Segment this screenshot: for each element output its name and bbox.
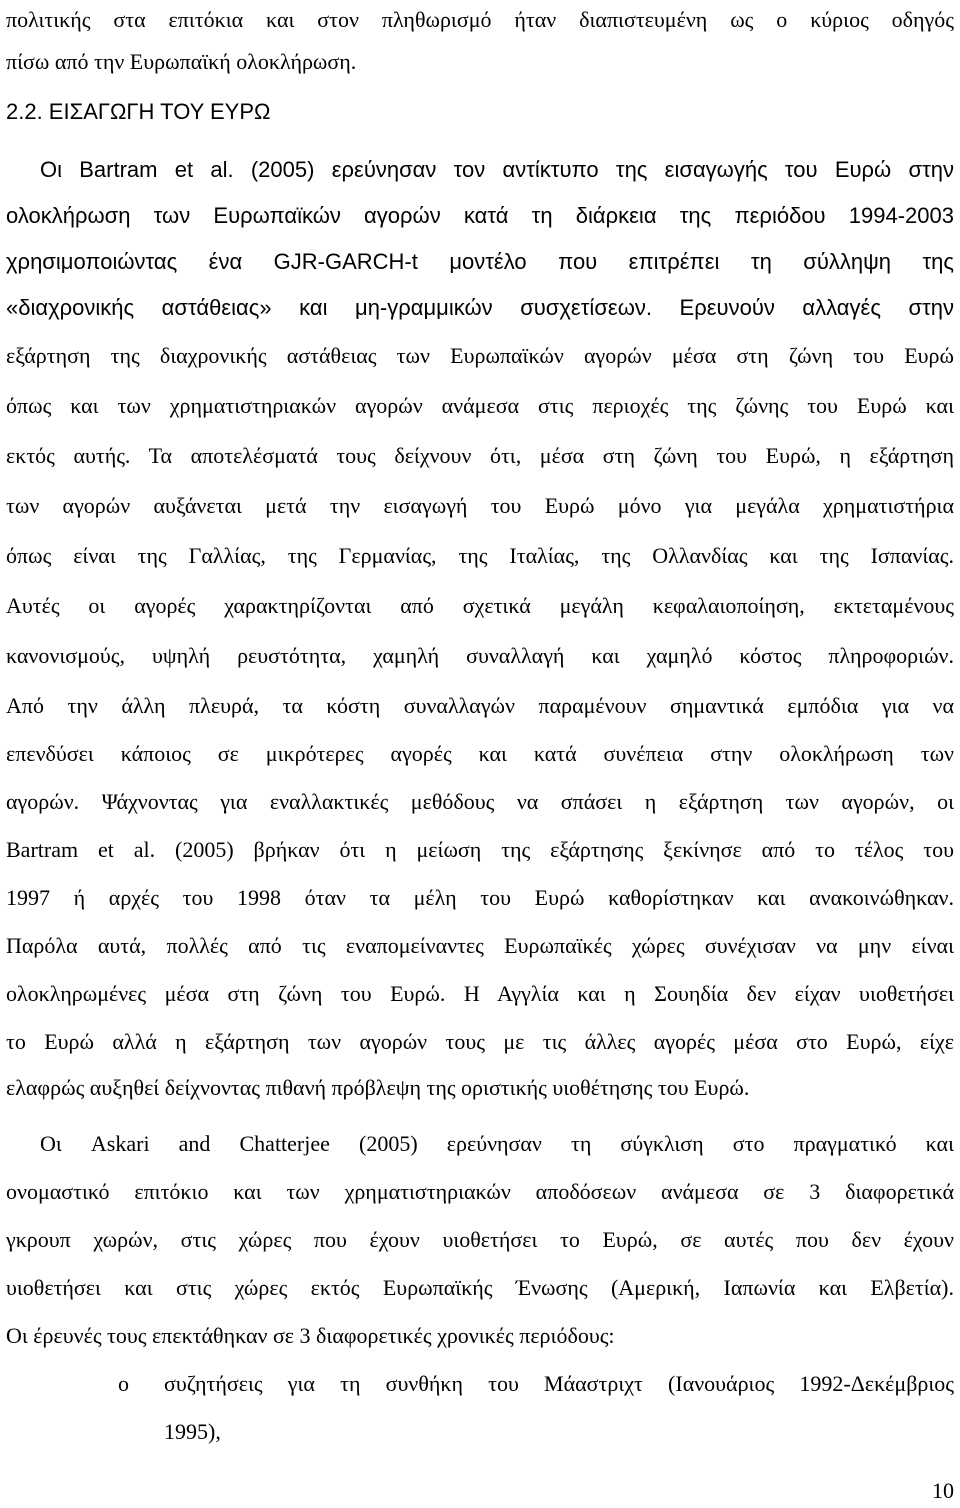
paragraph-line: Οι Askari and Chatterjee (2005) ερεύνησαν τη σύγκλιση στο πραγματικό και [40, 1131, 954, 1156]
paragraph-line: 1997 ή αρχές του 1998 όταν τα μέλη του Ευρώ καθορίστηκαν και ανακοινώθηκαν. [6, 885, 954, 910]
bullet-marker-icon: o [118, 1371, 129, 1396]
paragraph-line: «διαχρονικής αστάθειας» και μη-γραμμικών συσχετίσεων. Ερευνούν αλλαγές στην [6, 295, 954, 320]
paragraph-line: πολιτικής στα επιτόκια και στον πληθωρισμό ήταν διαπιστευμένη ως ο κύριος οδηγός [6, 7, 954, 32]
paragraph-line: κανονισμούς, υψηλή ρευστότητα, χαμηλή συναλλαγή και χαμηλό κόστος πληροφοριών. [6, 643, 954, 668]
paragraph-line: εξάρτηση της διαχρονικής αστάθειας των Ευρωπαϊκών αγορών μέσα στη ζώνη του Ευρώ [6, 343, 954, 368]
bullet-item-line: συζητήσεις για τη συνθήκη του Μάαστριχτ (Ιανουάριος 1992-Δεκέμβριος [164, 1371, 954, 1396]
paragraph-line: το Ευρώ αλλά η εξάρτηση των αγορών τους με τις άλλες αγορές μέσα στο Ευρώ, είχε [6, 1029, 954, 1054]
paragraph-line: Αυτές οι αγορές χαρακτηρίζονται από σχετικά μεγάλη κεφαλαιοποίηση, εκτεταμένους [6, 593, 954, 618]
paragraph-line: των αγορών αυξάνεται μετά την εισαγωγή του Ευρώ μόνο για μεγάλα χρηματιστήρια [6, 493, 954, 518]
paragraph-line: Παρόλα αυτά, πολλές από τις εναπομείναντες Ευρωπαϊκές χώρες συνέχισαν να μην είναι [6, 933, 954, 958]
paragraph-line: υιοθετήσει και στις χώρες εκτός Ευρωπαϊκής Ένωσης (Αμερική, Ιαπωνία και Ελβετία). [6, 1275, 954, 1300]
paragraph-line: ολοκληρωμένες μέσα στη ζώνη του Ευρώ. Η Αγγλία και η Σουηδία δεν είχαν υιοθετήσει [6, 981, 954, 1006]
paragraph-line: εκτός αυτής. Τα αποτελέσματά τους δείχνουν ότι, μέσα στη ζώνη του Ευρώ, η εξάρτηση [6, 443, 954, 468]
paragraph-line: Bartram et al. (2005) βρήκαν ότι η μείωση της εξάρτησης ξεκίνησε από το τέλος του [6, 837, 954, 862]
paragraph-line: όπως είναι της Γαλλίας, της Γερμανίας, της Ιταλίας, της Ολλανδίας και της Ισπανίας. [6, 543, 954, 568]
paragraph-line: επενδύσει κάποιος σε μικρότερες αγορές και κατά συνέπεια στην ολοκλήρωση των [6, 741, 954, 766]
section-heading: 2.2. ΕΙΣΑΓΩΓΗ ΤΟΥ ΕΥΡΩ [6, 99, 271, 124]
paragraph-line: όπως και των χρηματιστηριακών αγορών ανάμεσα στις περιοχές της ζώνης του Ευρώ και [6, 393, 954, 418]
paragraph-line: χρησιμοποιώντας ένα GJR-GARCH-t μοντέλο που επιτρέπει τη σύλληψη της [6, 249, 954, 274]
paragraph-line: αγορών. Ψάχνοντας για εναλλακτικές μεθόδους να σπάσει η εξάρτηση των αγορών, οι [6, 789, 954, 814]
bullet-item-line: 1995), [164, 1419, 221, 1444]
paragraph-line: πίσω από την Ευρωπαϊκή ολοκλήρωση. [6, 49, 357, 74]
paragraph-line: γκρουπ χωρών, στις χώρες που έχουν υιοθετήσει το Ευρώ, σε αυτές που δεν έχουν [6, 1227, 954, 1252]
paragraph-line: Οι έρευνές τους επεκτάθηκαν σε 3 διαφορετικές χρονικές περιόδους: [6, 1323, 615, 1348]
paragraph-line: Από την άλλη πλευρά, τα κόστη συναλλαγών παραμένουν σημαντικά εμπόδια για να [6, 693, 954, 718]
paragraph-line: ολοκλήρωση των Ευρωπαϊκών αγορών κατά τη διάρκεια της περιόδου 1994-2003 [6, 203, 954, 228]
page-number: 10 [932, 1478, 954, 1503]
paragraph-line: ελαφρώς αυξηθεί δείχνοντας πιθανή πρόβλεψη της οριστικής υιοθέτησης του Ευρώ. [6, 1075, 750, 1100]
paragraph-line: Οι Bartram et al. (2005) ερεύνησαν τον αντίκτυπο της εισαγωγής του Ευρώ στην [40, 157, 954, 182]
paragraph-line: ονομαστικό επιτόκιο και των χρηματιστηριακών αποδόσεων ανάμεσα σε 3 διαφορετικά [6, 1179, 954, 1204]
